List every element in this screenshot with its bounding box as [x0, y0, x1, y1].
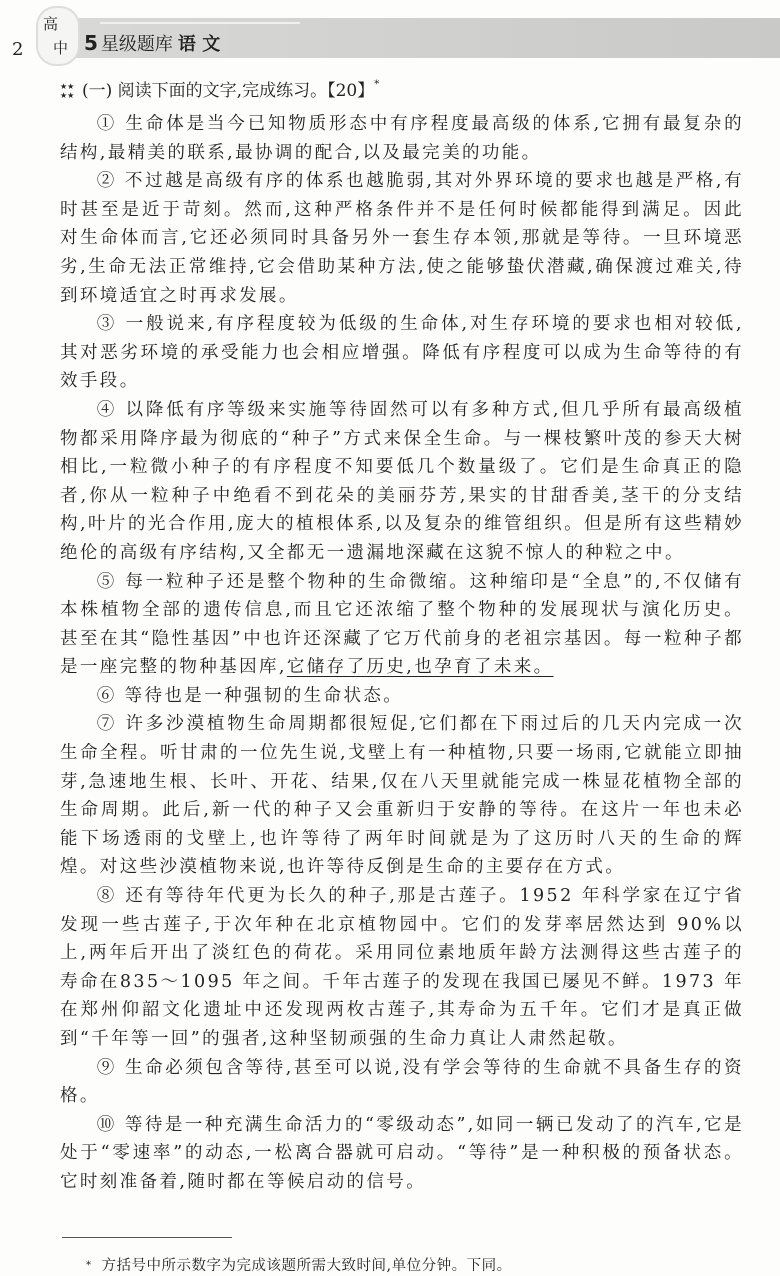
- paragraph: ④ 以降低有序等级来实施等待固然可以有多种方式,但几乎所有最高级植物都采用降序最为彻底的“种子”方式来保全生命。与一棵枝繁叶茂的参天大树相比,一粒微小种子的有序程度不知要低几个数量级了。它们是生命真正的隐者,你从一粒种子中绝看不到花朵的美丽芬芳,果实的甘甜香美,茎干的分支结构,叶片的光合作用,庞大的植根体系,以及复杂的维管组织。但是所有这些精妙绝伦的高级有序结构,又全都无一遗漏地深藏在这貌不惊人的种粒之中。: [60, 399, 744, 563]
- header-decoration: [100, 22, 300, 24]
- content: [60, 78, 744, 1276]
- logo-char: 高: [43, 15, 59, 33]
- paragraph: ⑧ 还有等待年代更为长久的种子,那是古莲子。1952 年科学家在辽宁省发现一些古莲子,于次年种在北京植物园中。它们的发芽率居然达到 90%以上,两年后开出了淡红色的荷花。采用同位素地质年龄方法测得这些古莲子的寿命在835～1095 年之间。千年古莲子的发现在我国已屡见不鲜。1973 年在郑州仰韶文化遗址中还发现两枚古莲子,其寿命为五千年。它们才是真正做到“千年等一回”的强者,这种坚韧顽强的生命力真让人肃然起敬。: [60, 886, 744, 1049]
- paragraph-text: ⑤ 每一粒种子还是整个物种的生命微缩。这种缩印是“全息”的,不仅储有本株植物全部的遗传信息,而且它还浓缩了整个物种的发展现状与演化历史。甚至在其“隐性基因”中也许还深藏了它万代前身的老祖宗基因。每一粒种子都是一座完整的物种基因库,: [60, 571, 744, 678]
- footnote-divider: [62, 1237, 232, 1238]
- footnote-text: 方括号中所示数字为完成该题所需大致时间,单位分钟。下同。: [101, 1257, 512, 1274]
- paragraph: ⑩ 等待是一种充满生命活力的“零级动态”,如同一辆已发动了的汽车,它是处于“零速率”的动态,一松离合器就可启动。“等待”是一种积极的预备状态。它时刻准备着,随时都在等候启动的信号。: [60, 1114, 744, 1192]
- footnote: [86, 1256, 744, 1276]
- logo-char: 中: [53, 39, 69, 57]
- paragraph: ③ 一般说来,有序程度较为低级的生命体,对生存环境的要求也相对较低,其对恶劣环境的承受能力也会相应增强。降低有序程度可以成为生命等待的有效手段。: [60, 314, 744, 392]
- logo: [36, 6, 80, 66]
- paragraph: [60, 568, 744, 682]
- paragraph: ⑦ 许多沙漠植物生命周期都很短促,它们都在下雨过后的几天内完成一次生命全程。听甘肃的一位先生说,戈壁上有一种植物,只要一场雨,它就能立即抽芽,急速地生根、长叶、开花、结果,仅在八天里就能完成一株显花植物全部的生命周期。此后,新一代的种子又会重新归于安静的等待。在这片一年也未必能下场透雨的戈壁上,也许等待了两年时间就是为了这历时八天的生命的辉煌。对这些沙漠植物来说,也许等待反倒是生命的主要存在方式。: [60, 714, 744, 878]
- footnote-ref: *: [374, 79, 380, 90]
- passage: [60, 110, 744, 1197]
- subject: 语 文: [177, 34, 221, 55]
- underlined-sentence: 它储存了历史,也孕育了未来。: [286, 657, 554, 678]
- book-title: [84, 32, 220, 56]
- paragraph: ① 生命体是当今已知物质形态中有序程度最高级的体系,它拥有最复杂的结构,最精美的联系,最协调的配合,以及最完美的功能。: [60, 114, 744, 163]
- paragraph: ② 不过越是高级有序的体系也越脆弱,其对外界环境的要求也越是严格,有时甚至是近于苛刻。然而,这种严格条件并不是任何时候都能得到满足。因此对生命体而言,它还必须同时具备另外一套生存本领,那就是等待。一旦环境恶劣,生命无法正常维持,它会借助某种方法,使之能够蛰伏潜藏,确保渡过难关,待到环境适宜之时再求发展。: [60, 171, 744, 306]
- section-title-text: (一) 阅读下面的文字,完成练习。【20】: [82, 81, 375, 101]
- footnote-mark: *: [86, 1259, 92, 1271]
- paragraph: ⑥ 等待也是一种强韧的生命状态。: [96, 685, 404, 706]
- series-name: 星级题库: [100, 34, 173, 55]
- paragraph: ⑨ 生命必须包含等待,甚至可以说,没有学会等待的生命就不具备生存的资格。: [60, 1057, 744, 1107]
- page-number: 2: [12, 39, 24, 60]
- series-number: 5: [84, 31, 98, 55]
- difficulty-stars: ★★ ★★: [60, 82, 75, 100]
- section-title: [60, 78, 744, 104]
